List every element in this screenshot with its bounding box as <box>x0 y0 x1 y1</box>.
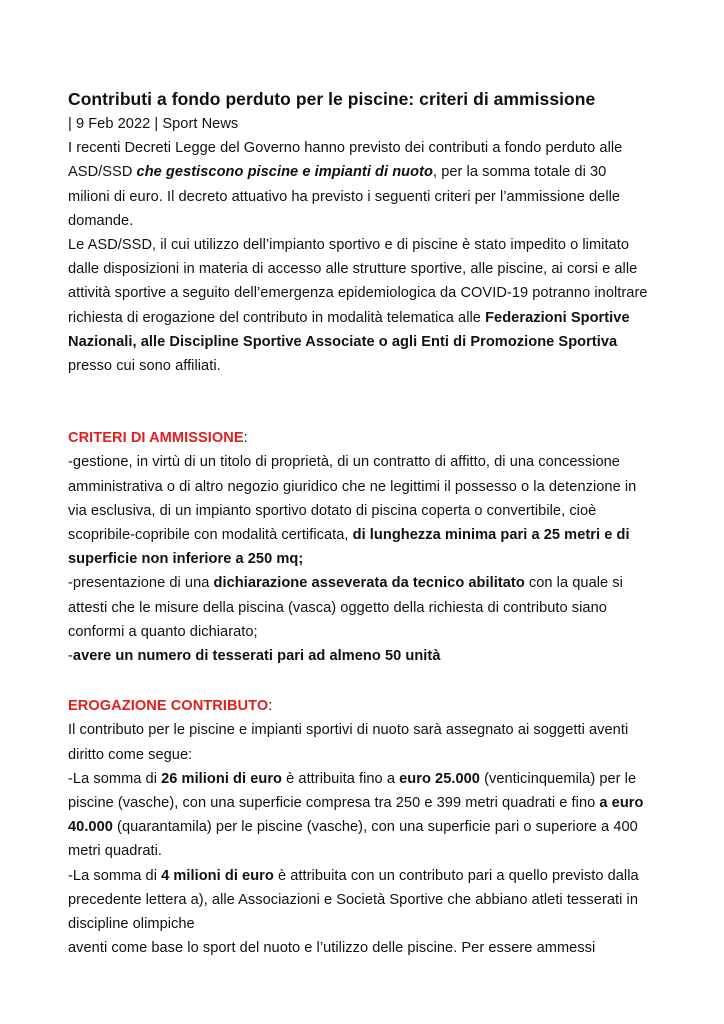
intro-p2-text-a: Le ASD/SSD, il cui utilizzo dell’impianto sportivo e di piscine è stato impedito o limitato dalle disposizioni in materia di accesso alle strutture sportive, alle piscine, ai corsi e alle attività sportive a seguito dell’emergenza epidemiologica da COVID-19 potranno inoltrare richiesta di erogazione del contributo in modalità telematica alle <box>68 237 648 326</box>
spacer <box>68 404 648 426</box>
intro-p1-emphasis: che gestiscono piscine e impianti di nuoto <box>136 164 433 181</box>
erogazione-intro: Il contributo per le piscine e impianti sportivi di nuoto sarà assegnato ai soggetti aventi diritto come segue: <box>68 722 629 763</box>
article-title: Contributi a fondo perduto per le piscine: criteri di ammissione <box>68 89 596 109</box>
erogazione-item-2 <box>68 864 648 937</box>
spacer <box>68 668 648 694</box>
article-meta: | 9 Feb 2022 | Sport News <box>68 116 239 132</box>
intro-paragraph-2 <box>68 233 648 378</box>
criteri-item-2-text-b: con la quale si attesti che le misure della piscina (vasca) oggetto della richiesta di contributo siano conformi a quanto dichiarato; <box>68 575 623 640</box>
criteri-item-1 <box>68 450 648 571</box>
erogazione-item-1-text-c: (venticinquemila) per le piscine (vasche), con una superficie compresa tra 250 e 399 metri quadrati e fino <box>68 770 637 812</box>
erogazione-item-2-text-b: è attribuita con un contributo pari a quello previsto dalla precedente lettera a), alle Associazioni e Società Sportive che abbiano atleti tesserati in discipline olimpiche <box>68 867 639 933</box>
criteri-heading <box>68 426 648 450</box>
criteri-item-2-text-a: -presentazione di una <box>68 575 214 592</box>
intro-p1-text-b: , per la somma totale di 30 milioni di euro. Il decreto attuativo ha previsto i seguenti criteri per l’ammissione delle domande. <box>68 164 621 229</box>
intro-p2-bold: Federazioni Sportive Nazionali, alle Discipline Sportive Associate o agli Enti di Promozione Sportiva <box>68 309 630 350</box>
criteri-item-1-text: -gestione, in virtù di un titolo di proprietà, di un contratto di affitto, di una concessione amministrativa o di altro negozio giuridico che ne legittimi il possesso o la detenzione in via esclusiva, di un impianto sportivo dotato di piscina coperta o convertibile, cioè scopribile-copribile con modalità certificata, <box>68 454 637 544</box>
erogazione-heading <box>68 694 648 718</box>
intro-paragraph-1 <box>68 136 648 233</box>
erogazione-heading-label: EROGAZIONE CONTRIBUTO <box>68 698 269 715</box>
criteri-item-1-bold: di lunghezza minima pari a 25 metri e di superficie non inferiore a 250 mq; <box>68 527 630 568</box>
intro-p2-text-b: presso cui sono affiliati. <box>68 358 221 375</box>
erogazione-item-1-bold-3: a euro 40.000 <box>68 795 644 836</box>
erogazione-item-1-bold-1: 26 milioni di euro <box>161 770 283 787</box>
erogazione-item-2-bold: 4 milioni di euro <box>161 867 274 884</box>
erogazione-item-1-text-d: (quarantamila) per le piscine (vasche), con una superficie pari o superiore a 400 metri quadrati. <box>68 819 638 860</box>
criteri-item-3-bold: avere un numero di tesserati pari ad almeno 50 unità <box>72 648 441 665</box>
criteri-item-2 <box>68 571 648 644</box>
erogazione-item-1 <box>68 767 648 864</box>
erogazione-item-2-continuation: aventi come base lo sport del nuoto e l’utilizzo delle piscine. Per essere ammessi <box>68 940 596 957</box>
criteri-item-3-dash: - <box>68 648 73 665</box>
erogazione-item-1-text-a: -La somma di <box>68 770 162 787</box>
criteri-heading-label: CRITERI DI AMMISSIONE <box>68 430 244 447</box>
document-page <box>68 86 648 961</box>
erogazione-item-1-text-b: è attribuita fino a <box>282 770 400 787</box>
spacer <box>68 378 648 404</box>
criteri-item-3 <box>68 644 648 668</box>
criteri-heading-colon: : <box>243 430 248 447</box>
criteri-item-2-bold: dichiarazione asseverata da tecnico abilitato <box>213 575 525 592</box>
intro-p1-text-a: I recenti Decreti Legge del Governo hanno previsto dei contributi a fondo perduto alle ASD/SSD <box>68 140 623 181</box>
erogazione-item-1-bold-2: euro 25.000 <box>399 770 480 787</box>
erogazione-heading-colon: : <box>268 698 273 715</box>
erogazione-item-2-text-a: -La somma di <box>68 867 162 884</box>
